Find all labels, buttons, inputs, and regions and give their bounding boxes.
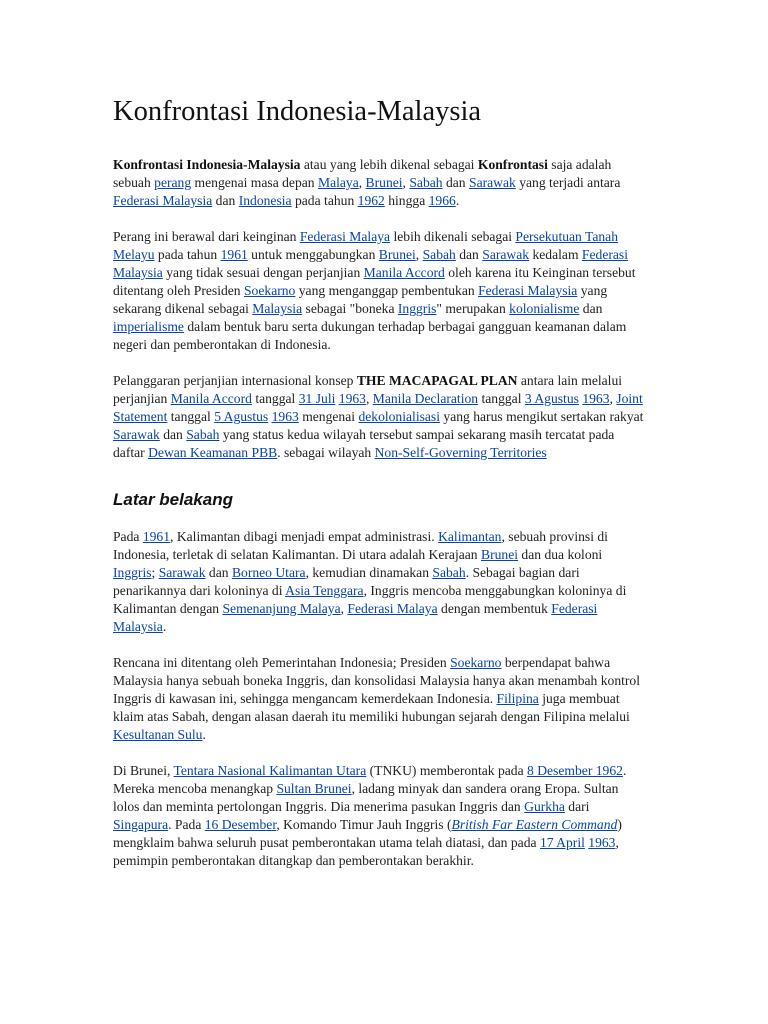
page-title: Konfrontasi Indonesia-Malaysia [113,96,482,127]
text: Di Brunei, [113,763,174,778]
text: Pelanggaran perjanjian internasional konsep [113,373,357,388]
text: , [358,175,366,190]
link-sarawak[interactable]: Sarawak [158,565,206,580]
link-imperialisme[interactable]: imperialisme [113,319,184,334]
link-inggris[interactable]: Inggris [113,565,152,580]
link-federasi-malaya[interactable]: Federasi Malaya [347,601,438,616]
text: atau yang lebih dikenal sebagai [300,157,478,172]
text: , [415,247,423,262]
text: Rencana ini ditentang oleh Pemerintahan Indonesia; Presiden [113,655,451,670]
bold-term: THE MACAPAGAL PLAN [356,373,518,388]
text: dan dua koloni [518,547,603,562]
link-manila-declaration[interactable]: Manila Declaration [372,391,479,406]
link-brunei[interactable]: Brunei [378,247,416,262]
text: . [202,727,206,742]
text: . [455,193,460,208]
text: ) mengklaim bahwa seluruh pusat pemberontakan utama telah diatasi, dan pada [113,817,622,850]
text: , [402,175,410,190]
text: dari [564,799,590,814]
link-1961[interactable]: 1961 [142,529,171,544]
link-sarawak[interactable]: Sarawak [113,427,160,442]
link-1963[interactable]: 1963 [588,835,616,850]
link-asia-tenggara[interactable]: Asia Tenggara [285,583,364,598]
text: antara lain melalui perjanjian [113,373,623,406]
bold-term: Konfrontasi [477,157,548,172]
link-filipina[interactable]: Filipina [496,691,539,706]
text: kedalam [529,247,582,262]
link-indonesia[interactable]: Indonesia [238,193,292,208]
link-semenanjung-malaya[interactable]: Semenanjung Malaya [222,601,341,616]
text: . Sebagai bagian dari penarikannya dari koloninya di [113,565,580,598]
text: Pada [113,529,143,544]
text: , [365,391,373,406]
text: . sebagai wilayah [277,445,375,460]
text: dalam bentuk baru serta dukungan terhadap berbagai gangguan keamanan dalam negeri dan pemberontakan di Indonesia. [113,319,627,352]
link-soekarno[interactable]: Soekarno [450,655,502,670]
link-sarawak[interactable]: Sarawak [482,247,530,262]
link-3-agustus[interactable]: 3 Agustus [524,391,579,406]
link-8-desember-1962[interactable]: 8 Desember 1962 [527,763,623,778]
text: yang harus mengikut sertakan rakyat [440,409,644,424]
link-sarawak[interactable]: Sarawak [469,175,516,190]
link-inggris[interactable]: Inggris [397,301,437,316]
text: yang terjadi antara [515,175,621,190]
history-paragraph [113,528,645,636]
italic-link-text: British Far Eastern Command [451,817,618,832]
link-sabah[interactable]: Sabah [432,565,466,580]
link-soekarno[interactable]: Soekarno [244,283,296,298]
text: oleh karena itu Keinginan tersebut ditentang oleh Presiden [113,265,636,298]
text: , sebuah provinsi di Indonesia, terletak di selatan Kalimantan. Di utara adalah Kerajaan [113,529,608,562]
section-heading: Latar belakang [113,490,233,509]
text: , Inggris mencoba menggabungkan koloninya di Kalimantan dengan [113,583,627,616]
link-british-far-eastern-command[interactable] [452,817,618,832]
link-federasi-malaysia[interactable]: Federasi Malaysia [478,283,578,298]
link-sabah[interactable]: Sabah [422,247,456,262]
link-sultan-brunei[interactable]: Sultan Brunei [276,781,352,796]
text: sebagai "boneka [302,301,398,316]
text: dan [442,175,470,190]
link-sabah[interactable]: Sabah [186,427,220,442]
link-manila-accord[interactable]: Manila Accord [170,391,252,406]
link-17-april[interactable]: 17 April [539,835,585,850]
link-singapura[interactable]: Singapura [113,817,169,832]
link-non-self-governing-territories[interactable]: Non-Self-Governing Territories [374,445,547,460]
link-federasi-malaysia[interactable]: Federasi Malaysia [113,601,598,634]
link-malaya[interactable]: Malaya [317,175,359,190]
text: lebih dikenali sebagai [390,229,516,244]
link-31-juli[interactable]: 31 Juli [298,391,336,406]
text: yang sekarang dikenal sebagai [113,283,608,316]
text: tanggal [167,409,215,424]
text: mengenai [298,409,359,424]
link-federasi-malaya[interactable]: Federasi Malaya [299,229,391,244]
text: hingga [384,193,429,208]
link-1961[interactable]: 1961 [220,247,248,262]
text: tanggal [478,391,525,406]
link-borneo-utara[interactable]: Borneo Utara [231,565,306,580]
background-paragraph [113,228,645,354]
text: dengan membentuk [437,601,552,616]
link-manila-accord[interactable]: Manila Accord [363,265,445,280]
treaty-paragraph [113,372,645,462]
link-brunei[interactable]: Brunei [365,175,403,190]
text: dan [455,247,483,262]
text: Perang ini berawal dari keinginan [113,229,300,244]
text: . [162,619,167,634]
intro-paragraph [113,156,645,210]
opposition-paragraph [113,654,645,744]
text: pada tahun [154,247,221,262]
text: . Mereka mencoba menangkap [113,763,627,796]
link-dekolonialisasi[interactable]: dekolonialisasi [358,409,440,424]
link-federasi-malaysia[interactable]: Federasi Malaysia [113,193,213,208]
link-1963[interactable]: 1963 [338,391,366,406]
link-brunei[interactable]: Brunei [481,547,519,562]
text: pada tahun [291,193,358,208]
link-joint-statement[interactable]: Joint Statement [113,391,643,424]
link-sabah[interactable]: Sabah [409,175,443,190]
link-1966[interactable]: 1966 [428,193,456,208]
text: , [609,391,617,406]
text: ; [151,565,159,580]
text: " merupakan [436,301,510,316]
link-federasi-malaysia[interactable]: Federasi Malaysia [113,247,628,280]
text: yang tidak sesuai dengan perjanjian [162,265,364,280]
text: , [340,601,348,616]
text: yang menganggap pembentukan [295,283,479,298]
text: (TNKU) memberontak pada [366,763,528,778]
text: . Pada [168,817,205,832]
text: , Kalimantan dibagi menjadi empat administrasi. [170,529,439,544]
link-persekutuan-tanah-melayu[interactable]: Persekutuan Tanah Melayu [113,229,619,262]
text: dan [212,193,239,208]
text: juga membuat klaim atas Sabah, dengan alasan daerah itu memiliki hubungan sejarah dengan Filipina melalui [113,691,630,724]
text: , ladang minyak dan sandera orang Eropa. Sultan lolos dan meminta pertolongan Inggris. Dia menerima pasukan Inggris dan [113,781,619,814]
link-tentara-nasional-kalimantan-utara[interactable]: Tentara Nasional Kalimantan Utara [173,763,367,778]
text: untuk menggabungkan [247,247,379,262]
text: saja adalah sebuah [113,157,612,190]
text: , Komando Timur Jauh Inggris ( [276,817,452,832]
text: dan [579,301,603,316]
link-kesultanan-sulu[interactable]: Kesultanan Sulu [113,727,203,742]
link-dewan-keamanan-pbb[interactable]: Dewan Keamanan PBB [148,445,278,460]
text: dan [205,565,232,580]
link-1963[interactable]: 1963 [271,409,299,424]
link-malaysia[interactable]: Malaysia [252,301,303,316]
link-gurkha[interactable]: Gurkha [524,799,565,814]
text: berpendapat bahwa Malaysia hanya sebuah boneka Inggris, dan konsolidasi Malaysia hanya akan menambah kontrol Inggris di kawasan ini, sehingga mengancam kemerdekaan Indonesia. [113,655,640,706]
link-16-desember[interactable]: 16 Desember [204,817,277,832]
link-kalimantan[interactable]: Kalimantan [438,529,502,544]
text: yang status kedua wilayah tersebut sampai sekarang masih tercatat pada daftar [113,427,615,460]
link-1962[interactable]: 1962 [357,193,385,208]
text: mengenai masa depan [191,175,318,190]
link-5-agustus[interactable]: 5 Agustus [214,409,269,424]
link-kolonialisme[interactable]: kolonialisme [509,301,580,316]
text: , pemimpin pemberontakan ditangkap dan pemberontakan berakhir. [113,835,619,868]
text: , kemudian dinamakan [305,565,433,580]
link-perang[interactable]: perang [154,175,192,190]
article-body [113,95,645,888]
bold-term: Konfrontasi Indonesia-Malaysia [113,157,301,172]
text: tanggal [251,391,299,406]
link-1963[interactable]: 1963 [582,391,610,406]
text: dan [159,427,187,442]
brunei-paragraph [113,762,645,870]
